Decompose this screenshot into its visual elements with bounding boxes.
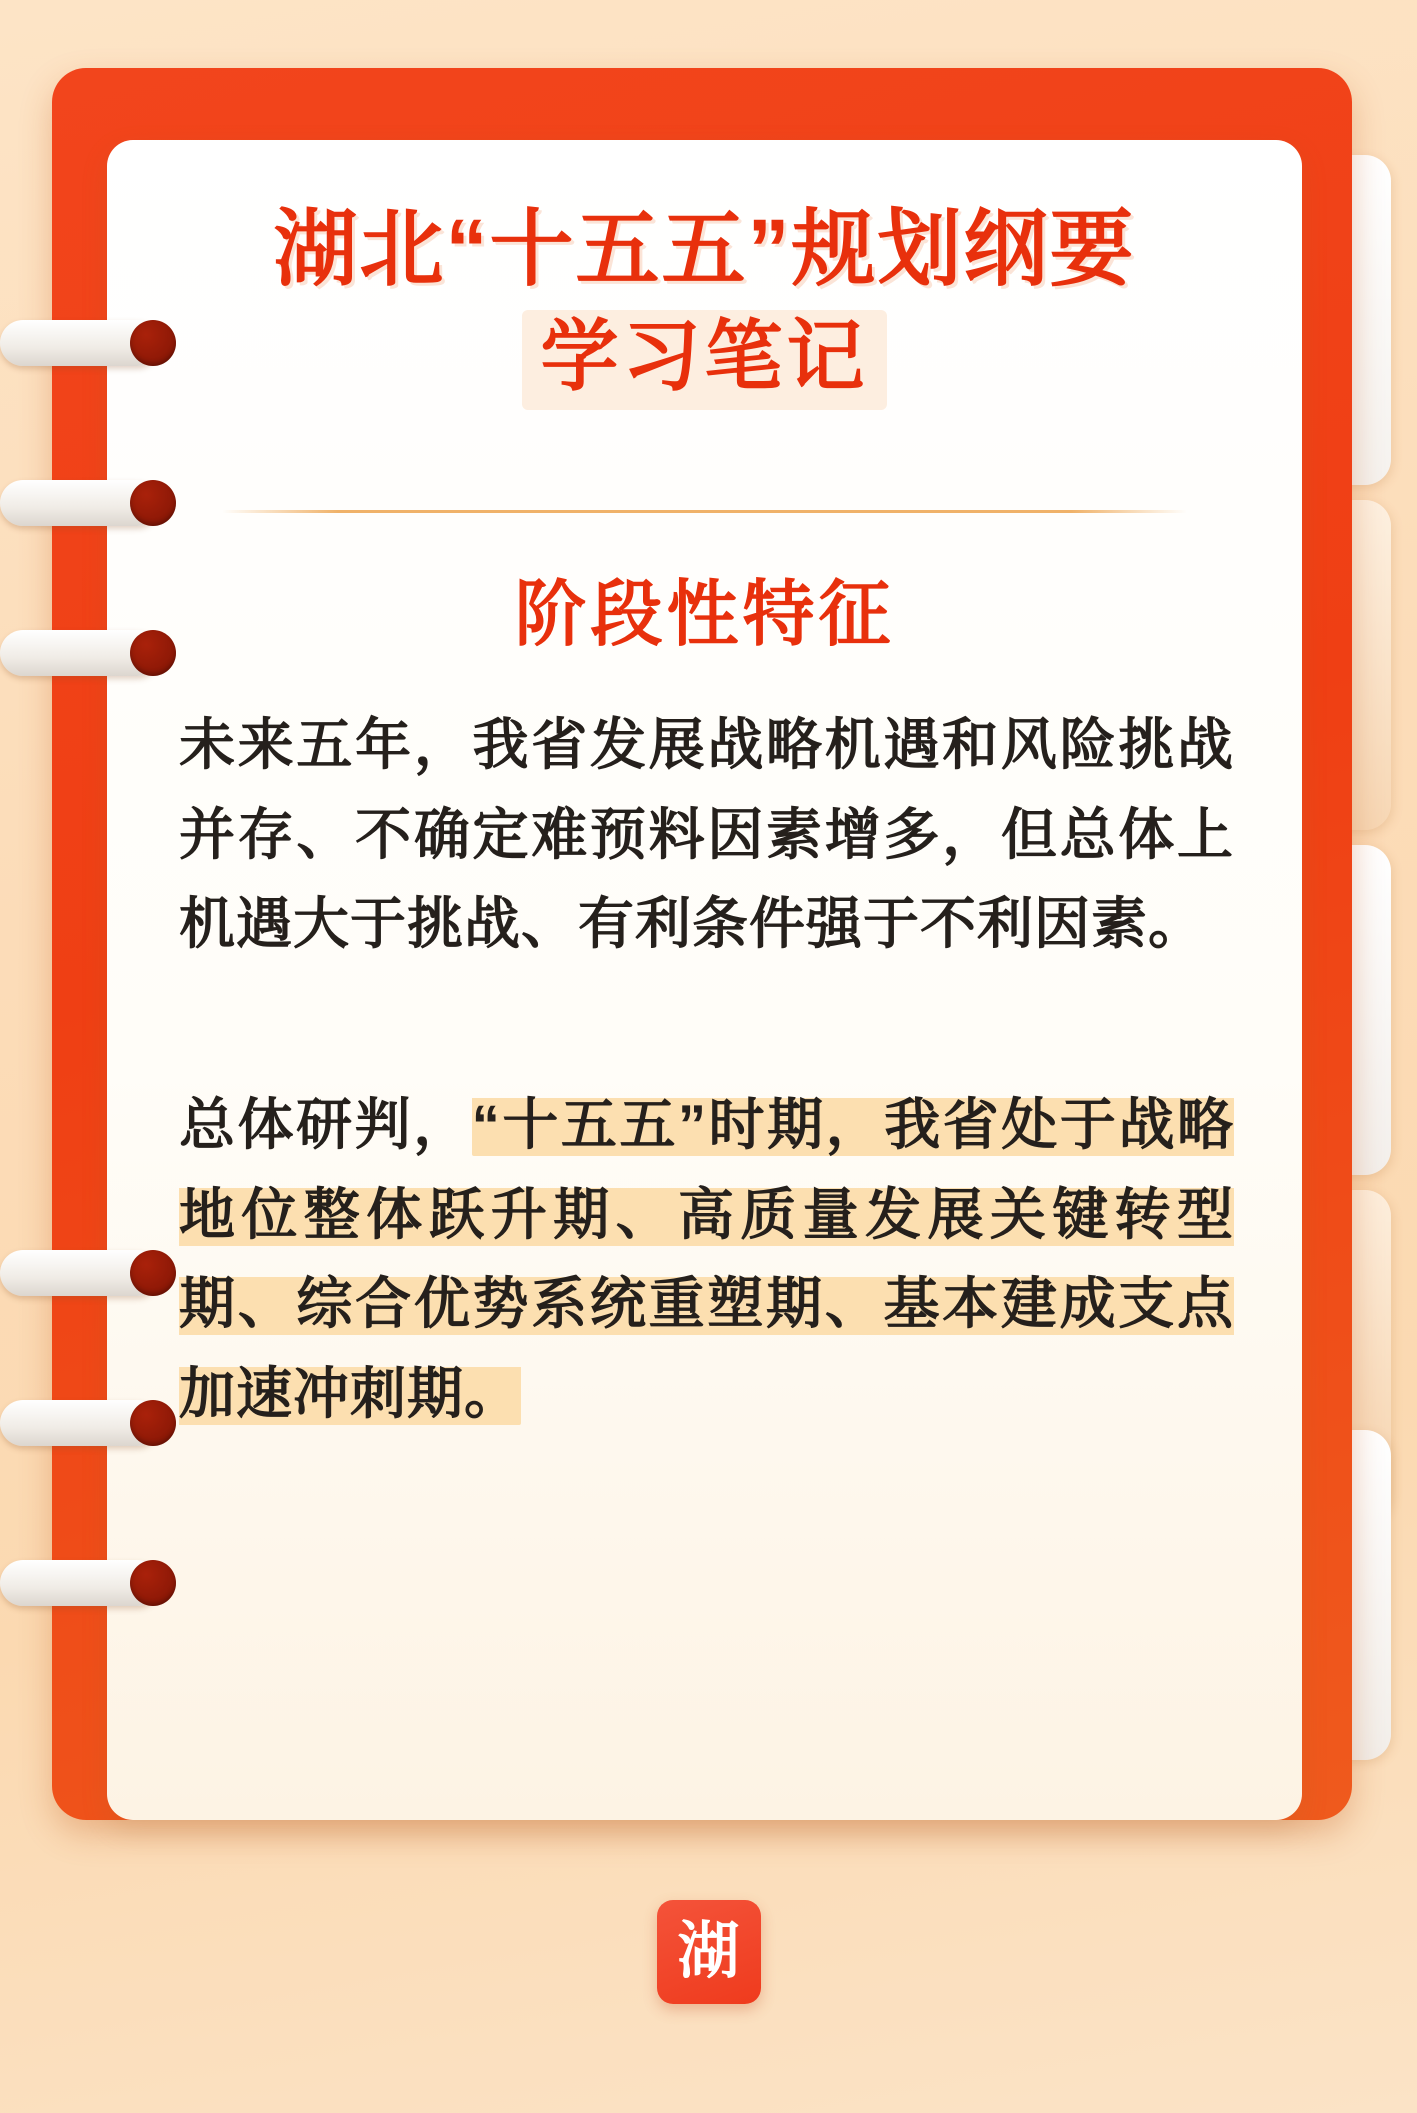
ring-cap: [130, 1400, 176, 1446]
paragraph-one-block: [179, 700, 1234, 969]
spiral-ring-1: [0, 320, 190, 366]
ring-cap: [130, 480, 176, 526]
paragraph-two-block: [179, 1080, 1234, 1438]
spiral-ring-6: [0, 1560, 190, 1606]
title-line-2-highlight: [522, 310, 886, 410]
ring-cap: [130, 1250, 176, 1296]
footer-logo: [657, 1900, 761, 2004]
paragraph-two: [179, 1080, 1234, 1438]
note-page: [107, 140, 1302, 1820]
section-heading-wrap: [107, 572, 1302, 664]
title-line-1: 湖北“十五五”规划纲要: [273, 202, 1136, 296]
spiral-ring-3: [0, 630, 190, 676]
title-divider: [222, 510, 1187, 513]
page-title: [107, 202, 1302, 410]
paragraph-two-lead: 总体研判，: [179, 1093, 472, 1156]
ring-cap: [130, 1560, 176, 1606]
spiral-ring-5: [0, 1400, 190, 1446]
title-line-2: 学习笔记: [540, 312, 869, 401]
ring-cap: [130, 320, 176, 366]
paragraph-two-highlight: “十五五”时期，我省处于战略地位整体跃升期、高质量发展关键转型期、综合优势系统重塑期、基本建成支点加速冲刺期。: [179, 1093, 1235, 1425]
section-heading: 阶段性特征: [500, 572, 908, 664]
ring-cap: [130, 630, 176, 676]
footer-logo-text: 湖: [677, 1918, 740, 1986]
spiral-ring-2: [0, 480, 190, 526]
spiral-ring-4: [0, 1250, 190, 1296]
paragraph-one: 未来五年，我省发展战略机遇和风险挑战并存、不确定难预料因素增多，但总体上机遇大于挑战、有利条件强于不利因素。: [179, 713, 1234, 956]
